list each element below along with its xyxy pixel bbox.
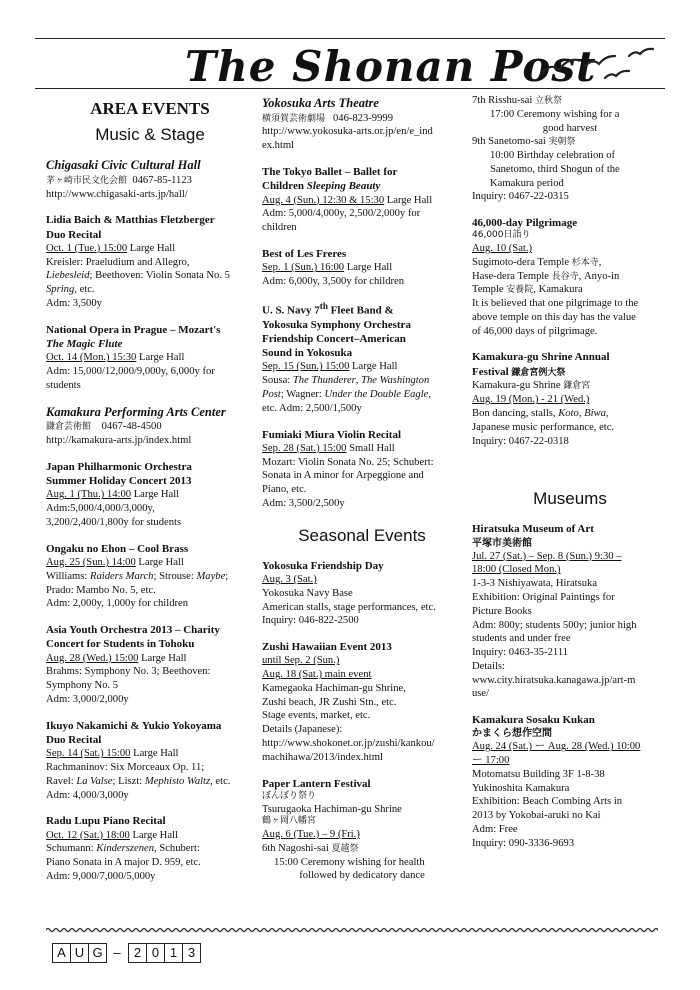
event-program: Prado: Mambo No. 5, etc.	[46, 584, 156, 596]
ordinal-suffix: th	[319, 300, 328, 311]
event-description: above temple on this day has the value	[472, 311, 636, 323]
piece-title: La Valse	[76, 775, 113, 787]
event-title-line3: Friendship Concert–American	[262, 332, 406, 345]
issue-month-char: U	[70, 943, 89, 963]
event-zushi-hawaiian	[262, 640, 462, 764]
museum-name-jp: かまくら想作空間	[472, 728, 552, 740]
piece-title: Mephisto Waltz	[144, 775, 211, 787]
venue-url[interactable]: http://kamakura-arts.jp/index.html	[46, 435, 192, 447]
museum-url-cont[interactable]: use/	[472, 688, 490, 700]
event-day: 6th Nagoshi-sai	[262, 842, 332, 854]
event-url-cont[interactable]: machihawa/2013/index.html	[262, 751, 383, 763]
event-description: 10:00 Birthday celebration of	[490, 150, 616, 162]
event-program: , Schubert:	[154, 843, 200, 855]
seagulls-icon	[533, 44, 658, 84]
column-yokosuka-seasonal	[262, 96, 462, 895]
event-admission: Adm: 4,000/3,000y	[46, 789, 129, 801]
event-date: Aug. 1 (Thu.) 14:00	[46, 489, 132, 501]
event-japan-phil	[46, 460, 254, 530]
piece-title: Under the Double Eagle	[324, 389, 429, 401]
piece-title: The Thunderer	[292, 375, 356, 387]
issue-year-char: 0	[146, 943, 165, 963]
venue-yokosuka-arts	[262, 96, 462, 153]
event-description: of 46,000 days of pilgrimage.	[472, 325, 598, 337]
event-description: good harvest	[542, 122, 598, 134]
event-title: Japan Philharmonic Orchestra	[46, 460, 192, 473]
venue-name: Chigasaki Civic Cultural Hall	[46, 158, 201, 173]
event-paper-lantern-cont	[472, 94, 668, 204]
event-nakamichi-yokoyama	[46, 719, 254, 803]
event-title: 46,000-day Pilgrimage	[472, 217, 578, 230]
museum-kamakura-sosaku	[472, 713, 668, 850]
museum-admission: Adm: Free	[472, 823, 518, 835]
museum-date: Aug. 24 (Sat.) ー Aug. 28 (Wed.) 10:00	[472, 741, 641, 753]
event-date: Aug. 28 (Wed.) 15:00	[46, 652, 139, 664]
event-paper-lantern	[262, 777, 462, 884]
event-description: followed by dedicatory dance	[299, 870, 425, 882]
museum-hiratsuka	[472, 522, 668, 701]
section-heading-area-events: AREA EVENTS	[90, 99, 210, 118]
event-admission: Adm: 6,000y, 3,500y for children	[262, 275, 405, 287]
event-place: Zushi beach, JR Zushi Stn., etc.	[262, 696, 397, 708]
museum-exhibition: 2013 by Yokobai-aruki no Kai	[472, 810, 601, 822]
section-heading-museums: Museums	[533, 489, 607, 509]
venue-name-jp: 横須賀芸術劇場	[262, 113, 326, 124]
event-details-label: Details (Japanese):	[262, 724, 343, 736]
museum-date-cont: ー 17:00	[472, 755, 510, 767]
event-admission: 3,200/2,400/1,800y for students	[46, 516, 182, 528]
event-title: Zushi Hawaiian Event 2013	[262, 641, 392, 654]
event-date: Oct. 14 (Mon.) 15:30	[46, 352, 137, 364]
event-program: ; Strouse:	[153, 570, 197, 582]
event-radu-lupu	[46, 814, 254, 883]
event-date: Sep. 1 (Sun.) 16:00	[262, 262, 345, 274]
event-description: ,	[605, 407, 609, 419]
event-description: Kamakura period	[490, 177, 564, 189]
event-description: Japanese music performance, etc.	[472, 421, 615, 433]
museum-address: Motomatsu Building 3F 1-8-38	[472, 768, 605, 780]
museum-address: 1-3-3 Nishiyawata, Hiratsuka	[472, 578, 598, 590]
event-description: Bon dancing, stalls,	[472, 407, 559, 419]
masthead	[35, 38, 665, 94]
issue-month-char: A	[52, 943, 71, 963]
event-admission: etc. Adm: 2,500/1,500y	[262, 402, 362, 414]
piece-title: Sleeping Beauty	[306, 180, 381, 193]
event-program: Kreisler: Praeludium and Allegro,	[46, 256, 190, 268]
event-admission: Adm: 2,000y, 1,000y for children	[46, 598, 189, 610]
venue-url[interactable]: http://www.yokosuka-arts.or.jp/en/e_ind	[262, 126, 433, 138]
event-title-jp: 鎌倉宮例大祭	[511, 367, 566, 378]
event-inquiry: Inquiry: 0467-22-0315	[472, 191, 569, 203]
event-title-line2: Children	[262, 180, 307, 193]
event-place: , Kamakura	[533, 284, 583, 296]
event-inquiry: Inquiry: 046-822-2500	[262, 615, 359, 627]
event-place-jp: 長谷寺	[551, 271, 579, 282]
event-date-main: Aug. 18 (Sat.) main event	[262, 669, 372, 681]
museum-details-label: Details:	[472, 660, 505, 672]
event-program: ; Beethoven: Violin Sonata No. 5	[89, 270, 230, 282]
event-magic-flute	[46, 323, 254, 393]
event-admission: children	[262, 222, 297, 234]
issue-year-char: 2	[128, 943, 147, 963]
event-admission: Adm: 3,500/2,500y	[262, 497, 345, 509]
event-program: , etc.	[74, 284, 95, 296]
event-date: Aug. 3 (Sat.)	[262, 574, 317, 586]
newsletter-title: The Shonan Post	[185, 42, 597, 91]
event-admission: Adm: 9,000/7,000/5,000y	[46, 870, 156, 882]
event-program: Ravel:	[46, 775, 77, 787]
event-description: 15:00 Ceremony wishing for health	[274, 856, 425, 868]
museum-name: Kamakura Sosaku Kukan	[472, 714, 595, 727]
event-place: Large Hall	[344, 262, 393, 274]
event-program: ; Liszt:	[112, 775, 145, 787]
event-description: American stalls, stage performances, etc.	[262, 601, 436, 613]
venue-phone: 046-823-9999	[332, 112, 393, 124]
museum-admission: students and under free	[472, 633, 571, 645]
event-program: Brahms: Symphony No. 3; Beethoven:	[46, 666, 211, 678]
section-heading-seasonal: Seasonal Events	[298, 525, 426, 545]
event-day-jp: 夏越祭	[331, 843, 359, 854]
event-date: Oct. 12 (Sat.) 18:00	[46, 829, 130, 841]
event-place: Large Hall	[135, 557, 184, 568]
masthead-bottom-rule	[35, 88, 665, 89]
venue-name: Kamakura Performing Arts Center	[46, 404, 226, 419]
event-place: , Anyo-in	[578, 270, 620, 282]
event-place: Large Hall	[136, 352, 185, 364]
issue-date-dash: –	[113, 944, 121, 960]
event-friendship-day	[262, 559, 462, 628]
event-title: Ongaku no Ehon – Cool Brass	[46, 542, 189, 555]
event-place: ,	[598, 256, 602, 268]
event-inquiry: Inquiry: 0467-22-0318	[472, 435, 569, 447]
event-date: Aug. 10 (Sat.)	[472, 243, 533, 255]
event-title: U. S. Navy 7	[262, 304, 320, 317]
piece-title: Raiders March	[90, 570, 154, 582]
event-date: Sep. 14 (Sat.) 15:00	[46, 748, 131, 760]
event-place: Hase-dera Temple	[472, 270, 552, 282]
event-admission: Adm: 3,500y	[46, 298, 102, 309]
museum-name-jp: 平塚市美術館	[472, 537, 532, 549]
event-navy-fleet-band	[262, 301, 462, 416]
event-tokyo-ballet	[262, 165, 462, 235]
event-place-jp: 杉本寺	[571, 257, 599, 268]
event-title: Lidia Baich & Matthias Fletzberger	[46, 214, 215, 227]
event-place: Large Hall	[131, 489, 180, 501]
museum-admission: Adm: 800y; students 500y; junior high	[472, 619, 637, 631]
event-date: Sep. 28 (Sat.) 15:00	[262, 442, 347, 454]
event-place-jp: 安養院	[506, 285, 534, 296]
event-day: 7th Risshu-sai	[472, 95, 535, 106]
event-date: Aug. 6 (Tue.) – 9 (Fri.)	[262, 828, 360, 840]
museum-url[interactable]: www.city.hiratsuka.kanagawa.jp/art-m	[472, 674, 636, 686]
event-date: Sep. 15 (Sun.) 15:00	[262, 361, 350, 373]
event-asia-youth	[46, 623, 254, 707]
museum-exhibition: Exhibition: Original Paintings for	[472, 591, 615, 603]
event-title: Fleet Band &	[327, 304, 394, 317]
event-place-jp: 鎌倉宮	[563, 381, 591, 392]
event-date: Oct. 1 (Tue.) 15:00	[46, 242, 128, 254]
event-admission: Adm: 3,000/2,000y	[46, 693, 129, 705]
event-url[interactable]: http://www.shokonet.or.jp/zushi/kankou/	[262, 738, 435, 750]
venue-chigasaki	[46, 158, 254, 201]
museum-exhibition: Picture Books	[472, 605, 532, 617]
event-program: ,	[355, 375, 362, 387]
event-admission: students	[46, 379, 81, 391]
event-title: Fumiaki Miura Violin Recital	[262, 428, 402, 441]
event-program: Piano Sonata in A major D. 959, etc.	[46, 857, 201, 869]
issue-year-char: 1	[164, 943, 183, 963]
event-title-line2: Duo Recital	[46, 734, 102, 747]
venue-url-cont[interactable]: ex.html	[262, 140, 295, 152]
event-admission: Adm: 5,000/4,000y, 2,500/2,000y for	[262, 208, 421, 220]
event-program: Sonata in A minor for Arpeggione and	[262, 470, 424, 482]
event-program: , etc.	[210, 775, 231, 787]
event-place: Tsurugaoka Hachiman-gu Shrine	[262, 803, 402, 815]
museum-exhibition: Exhibition: Beach Combing Arts in	[472, 796, 623, 808]
event-title-jp: ぼんぼり祭り	[262, 790, 317, 801]
event-place: Sugimoto-dera Temple	[472, 256, 572, 268]
piece-title: Spring	[46, 284, 75, 296]
event-place: Large Hall	[384, 194, 433, 206]
venue-kamakura-arts	[46, 405, 254, 448]
section-heading-music-stage: Music & Stage	[95, 125, 205, 145]
event-kamakura-gu	[472, 350, 668, 448]
event-title-line2: Yokosuka Symphony Orchestra	[262, 318, 411, 331]
piece-title: Liebesleid	[46, 270, 90, 282]
event-date: Aug. 25 (Sun.) 14:00	[46, 557, 136, 568]
event-title-line2: Summer Holiday Concert 2013	[46, 475, 192, 488]
event-place: Yokosuka Navy Base	[262, 587, 353, 599]
event-place: Large Hall	[138, 652, 187, 664]
event-description: Sanetomo, third Shogun of the	[490, 163, 620, 175]
event-program: Piano, etc.	[262, 484, 307, 496]
issue-month-char: G	[88, 943, 107, 963]
event-admission: Adm: 15,000/12,000/9,000y, 6,000y for	[46, 366, 215, 378]
event-title-line2: The Magic Flute	[46, 338, 123, 351]
venue-name-jp: 鎌倉芸術館	[46, 422, 92, 433]
event-program: Schumann:	[46, 843, 97, 855]
event-description: 17:00 Ceremony wishing for a	[490, 108, 620, 120]
event-program: ;	[225, 570, 229, 582]
event-title: The Tokyo Ballet – Ballet for	[262, 165, 398, 178]
event-date: Aug. 19 (Mon.) - 21 (Wed.)	[472, 394, 590, 406]
venue-phone: 0467-85-1123	[132, 174, 192, 186]
event-day-jp: 実朝祭	[548, 137, 576, 148]
issue-date	[52, 943, 200, 963]
event-miura-recital	[262, 428, 462, 511]
event-place: Large Hall	[130, 748, 179, 760]
masthead-top-rule	[35, 38, 665, 39]
event-day-jp: 立秋祭	[534, 96, 562, 106]
venue-name-jp: 茅ヶ崎市民文化会館	[46, 175, 128, 186]
piece-title: Maybe	[196, 570, 226, 582]
event-place: Temple	[472, 284, 507, 296]
event-title: Asia Youth Orchestra 2013 – Charity	[46, 624, 220, 637]
event-title: Best of Les Freres	[262, 247, 347, 260]
event-les-freres	[262, 247, 462, 289]
event-title: National Opera in Prague – Mozart's	[46, 323, 221, 336]
event-place-jp: 鶴ヶ岡八幡宮	[262, 816, 317, 827]
event-title-jp: 46,000日詣り	[472, 230, 531, 241]
museum-inquiry: Inquiry: 0463-35-2111	[472, 647, 569, 659]
event-description: Stage events, market, etc.	[262, 710, 371, 722]
event-title-line2: Duo Recital	[46, 228, 102, 241]
event-program: Symphony No. 5	[46, 680, 119, 692]
event-date: until Sep. 2 (Sun.)	[262, 655, 340, 667]
event-description: It is believed that one pilgrimage to the	[472, 298, 639, 310]
event-title-line2: Concert for Students in Tohoku	[46, 638, 195, 651]
event-date: Aug. 4 (Sun.) 12:30 & 15:30	[262, 194, 385, 206]
issue-year-char: 3	[182, 943, 201, 963]
event-program: Williams:	[46, 570, 91, 582]
event-admission: Adm:5,000/4,000/3,000y,	[46, 503, 155, 515]
event-title-line4: Sound in Yokosuka	[262, 347, 353, 360]
museum-inquiry: Inquiry: 090-3336-9693	[472, 837, 575, 849]
event-day: 9th Sanetomo-sai	[472, 136, 549, 148]
event-title: Kamakura-gu Shrine Annual	[472, 351, 610, 364]
footer-wave-divider	[46, 926, 658, 934]
piece-title: The Washington	[361, 375, 430, 387]
event-program: Mozart: Violin Sonata No. 25; Schubert:	[262, 456, 434, 468]
event-title: Paper Lantern Festival	[262, 777, 371, 790]
event-baich-fletzberger	[46, 213, 254, 310]
venue-phone: 0467-48-4500	[101, 421, 162, 433]
piece-title: Post	[262, 389, 281, 401]
event-program: ,	[428, 389, 432, 401]
event-place: Kamakura-gu Shrine	[472, 380, 564, 392]
instrument-name: Koto	[558, 407, 579, 419]
museum-name: Hiratsuka Museum of Art	[472, 523, 594, 536]
instrument-name: Biwa	[584, 407, 606, 419]
event-program: ; Wagner:	[280, 389, 325, 401]
event-place: Large Hall	[349, 361, 398, 373]
piece-title: Kinderszenen	[96, 843, 154, 855]
column-seasonal-museums	[472, 96, 668, 863]
event-title: Yokosuka Friendship Day	[262, 559, 384, 572]
column-area-events	[46, 96, 254, 896]
event-place: Large Hall	[127, 242, 176, 254]
event-title-line2: Festival	[472, 365, 512, 378]
event-program: Sousa:	[262, 375, 293, 387]
event-title: Ikuyo Nakamichi & Yukio Yokoyama	[46, 719, 222, 732]
event-place: Small Hall	[346, 442, 395, 454]
event-description: ,	[578, 407, 585, 419]
event-pilgrimage	[472, 216, 668, 338]
museum-date: Jul. 27 (Sat.) – Sep. 8 (Sun.) 9:30 –	[472, 550, 622, 562]
event-place: Kamegaoka Hachiman-gu Shrine,	[262, 682, 406, 694]
event-title: Radu Lupu Piano Recital	[46, 815, 166, 828]
museum-address: Yukinoshita Kamakura	[472, 782, 570, 794]
venue-name: Yokosuka Arts Theatre	[262, 96, 379, 110]
event-program: Rachmaninov: Six Morceaux Op. 11;	[46, 762, 205, 774]
museum-date-cont: 18:00 (Closed Mon.)	[472, 564, 561, 576]
venue-url[interactable]: http://www.chigasaki-arts.jp/hall/	[46, 188, 188, 200]
event-cool-brass	[46, 542, 254, 611]
event-place: Large Hall	[129, 829, 178, 841]
